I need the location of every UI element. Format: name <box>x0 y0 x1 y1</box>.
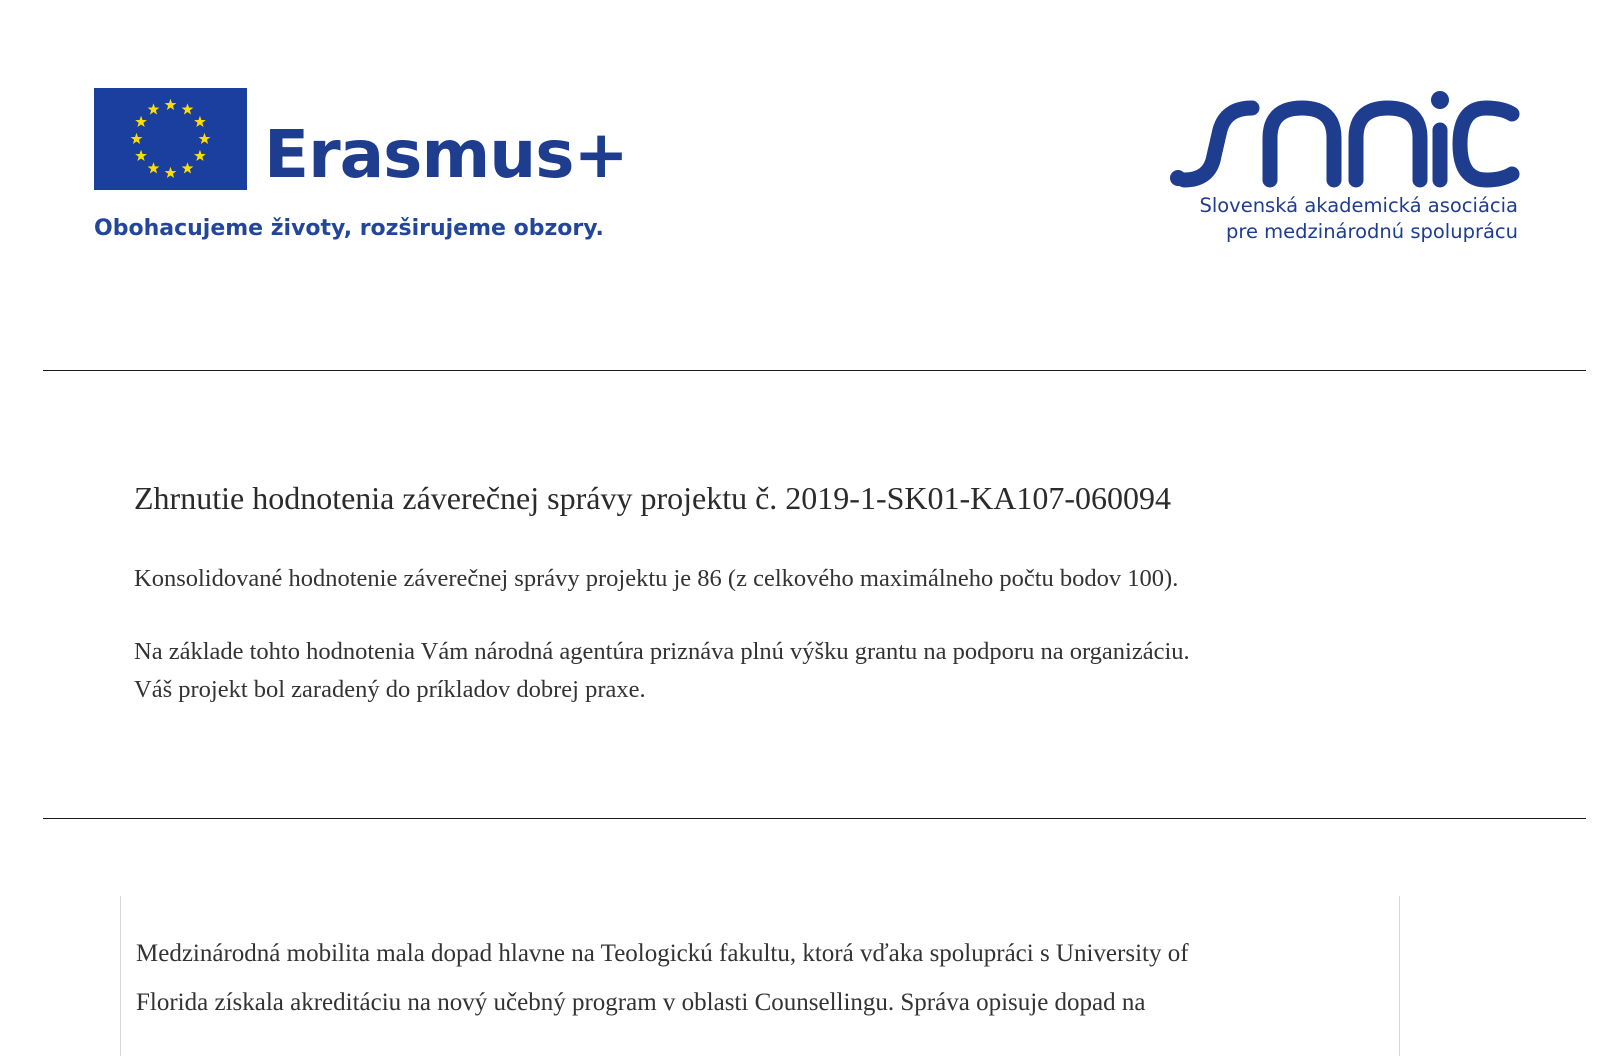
excerpt-box <box>120 896 1400 1056</box>
excerpt-line1: Medzinárodná mobilita mala dopad hlavne na Teologickú fakultu, ktorá vďaka spolupráci s University of <box>136 940 1189 967</box>
erasmus-slogan: Obohacujeme životy, rozširujeme obzory. <box>94 216 604 241</box>
divider-bottom <box>43 818 1586 819</box>
erasmus-wordmark: Erasmus+ <box>264 116 628 193</box>
excerpt-line2: Florida získala akreditáciu na nový učebný program v oblasti Counsellingu. Správa opisuje dopad na <box>136 989 1146 1016</box>
saaic-name-line1: Slovenská akademická asociácia <box>1199 194 1518 217</box>
score-paragraph: Konsolidované hodnotenie záverečnej správy projektu je 86 (z celkového maximálneho počtu bodov 100). <box>134 565 1179 592</box>
divider-top <box>43 370 1586 371</box>
grant-paragraph-line2: Váš projekt bol zaradený do príkladov dobrej praxe. <box>134 676 646 703</box>
grant-paragraph-line1: Na základe tohto hodnotenia Vám národná agentúra priznáva plnú výšku grantu na podporu na organizáciu. <box>134 638 1190 665</box>
saaic-name-line2: pre medzinárodnú spoluprácu <box>1226 220 1518 243</box>
saaic-logo <box>1170 86 1528 194</box>
eu-flag-icon <box>94 88 247 190</box>
document-title: Zhrnutie hodnotenia záverečnej správy projektu č. 2019-1-SK01-KA107-060094 <box>134 480 1172 516</box>
